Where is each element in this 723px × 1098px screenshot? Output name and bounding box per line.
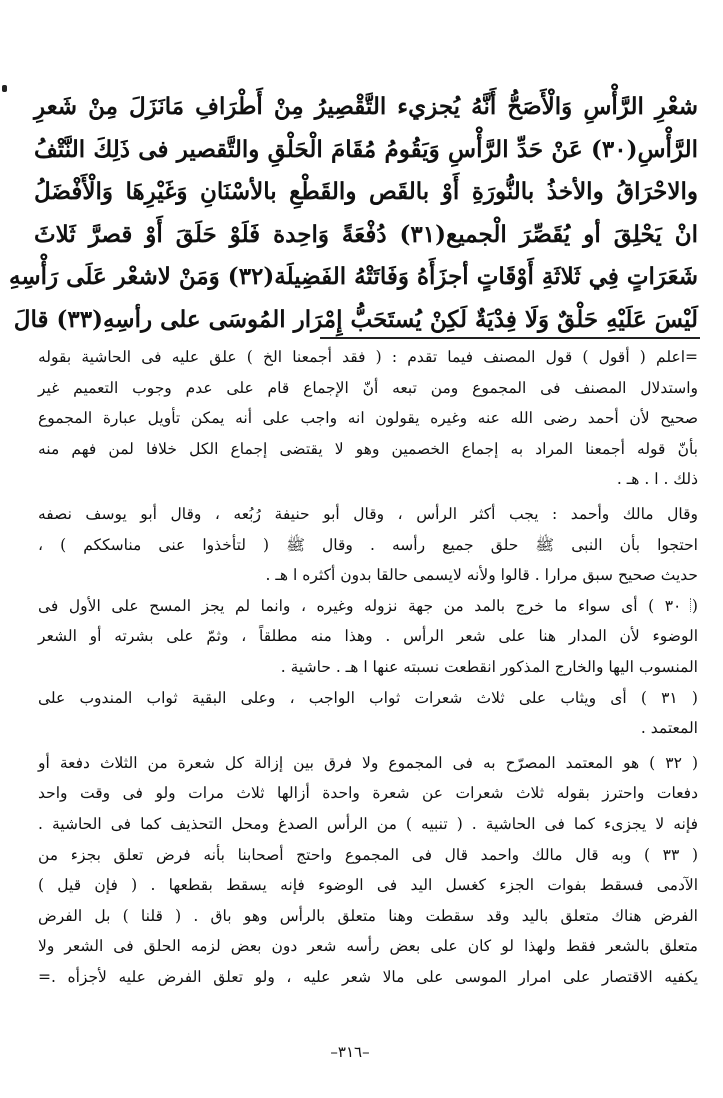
note-line: دفعات واحترز بقوله ثلاث شعرات عن شعرة واحدة أزالها ثلاث مرات ولو فى وقت واحد	[38, 784, 698, 803]
note-30	[38, 591, 698, 683]
note-line: حديث صحيح سبق مرارا . قالوا ولأنه لايسمى حالقا بدون أكثره ا هـ .	[265, 566, 698, 585]
page-number: –٣١٦–	[330, 1043, 370, 1061]
note-line: المنسوب اليها والخارج المذكور انقطعت نسبته عنها ا هـ . حاشية .	[280, 657, 698, 676]
main-line: شعْرِ الرَّأْسِ وَالْأَصَحُّ أَنَّهُ يُجزيء التَّقْصِيرُ مِنْ أَطْرَافِ مَانَزَلَ مِنْ شَعرِ	[34, 93, 698, 120]
note-line: ( ٣٣ ) وبه قال مالك واحمد قال فى المجموع واحتج أصحابنا بأنه فرض تعلق بجزء من	[38, 845, 698, 864]
note-line: وقال مالك وأحمد : يجب أكثر الرأس ، وقال أبو حنيفة رُبُعه ، وقال أبو يوسف نصفه	[38, 504, 698, 523]
note-line: واستدلال المصنف فى المجموع ومن تبعه أنّ الإجماع قام على عدم وجوب التعميم غير	[38, 378, 698, 397]
note-line: المعتمد .	[640, 719, 698, 738]
note-32	[38, 748, 698, 840]
note-line: احتجوا بأن النبى ﷺ حلق جميع رأسه . وقال ﷺ ( لتأخذوا عنى مناسككم ) ،	[38, 535, 698, 554]
main-line: الرَّأْسِ(٣٠) عَنْ حَدِّ الرَّأْسِ وَيَقُومُ مُقَامَ الْحَلْقِ والتَّقصير فى ذَلِكَ النَّتْفُ	[34, 135, 698, 163]
note-intro	[38, 342, 698, 495]
margin-dot	[2, 85, 7, 92]
note-33	[38, 840, 698, 993]
note-line: بأنّ قوله أجمعنا المراد به إجماع الخصمين وهو لا يقتضى إجماع الكل خلافا لمن فهم منه	[38, 439, 698, 458]
note-line: ( ٣٠ ) أى سواء ما خرج بالمد من جهة نزوله وغيره ، وانما لم يجز المسح على الأول فى	[38, 596, 698, 615]
main-text	[9, 86, 698, 342]
note-line: صحيح لأن أحمد رضى الله عنه وغيره يقولون انه واجب على أنه يمكن تأويل عبارة المجموع	[38, 409, 698, 428]
note-line: ذلك . ا . هـ .	[616, 470, 698, 489]
note-line: الفرض هناك متعلق باليد وقد سقطت وهنا متعلق بالرأس وهو باق . ( قلنا ) بل الفرض	[38, 906, 698, 925]
footnotes	[38, 342, 698, 992]
note-line: متعلق بالشعر فقط ولهذا لو كان على بعض رأسه شعر دون بعض لزمه الحلق فى الشعر ولا	[38, 937, 698, 956]
main-line: شَعَرَاتٍ فِي ثَلاثَةِ أَوْقَاتٍ أجزَأَهُ وَفَاتَتْهُ الفَضِيلَة(٣٢) وَمَنْ لاشعْر عَلَى رَأْسِهِ	[9, 263, 698, 291]
note-31	[38, 683, 698, 744]
footnote-separator	[320, 337, 700, 339]
note-madhhab	[38, 499, 698, 591]
main-line: والاحْرَاقُ والأخذُ بالنُّورَةِ أَوْ بالقَص والقَطْعِ بالأسْنَانِ وَغَيْرِهَا وَالْأَفْضَلُ	[34, 178, 698, 206]
note-line: =اعلم ( أقول ) قول المصنف فيما تقدم : ( فقد أجمعنا الخ ) علق عليه فى الحاشية بقوله	[38, 348, 698, 366]
main-line: انْ يَحْلِقَ أو يُقَصِّرَ الْجميع(٣١) دُفْعَةً وَاحِدة فَلَوْ حَلَقَ أَوْ قصرَّ ثَلاثَ	[34, 220, 698, 248]
main-line: لَيْسَ عَلَيْهِ حَلْقٌ وَلَا فِدْيَةٌ لَكِنْ يُستَحَبُّ إِمْرَار المُوسَى على رأسِهِ(٣٣) قالَ	[13, 305, 698, 333]
note-line: ( ٣٢ ) هو المعتمد المصرّح به فى المجموع ولا فرق بين إزالة كل شعرة من الثلاث دفعة أو	[38, 753, 698, 772]
note-line: الوضوء لأن المدار هنا على شعر الرأس . وهذا منه مطلقاً ، وثمّ على بشرته أو الشعر	[38, 627, 698, 646]
note-line: ( ٣١ ) أى ويثاب على ثلاث شعرات ثواب الواجب ، وعلى البقية ثواب المندوب على	[38, 688, 698, 707]
note-line: الآدمى فسقط بفوات الجزء كغسل اليد فى الوضوء فإنه يسقط بقطعها . ( فإن قيل )	[38, 876, 698, 895]
note-line: يكفيه الاقتصار على امرار الموسى على مالا شعر عليه ، ولو تعلق الفرض عليه لأجزأه .=	[38, 967, 698, 986]
margin-mark	[690, 598, 693, 612]
note-line: فإنه لا يجزىء كما فى الحاشية . ( تنبيه ) من الرأس الصدغ ومحل التحذيف كما فى الحاشية .	[38, 814, 698, 833]
